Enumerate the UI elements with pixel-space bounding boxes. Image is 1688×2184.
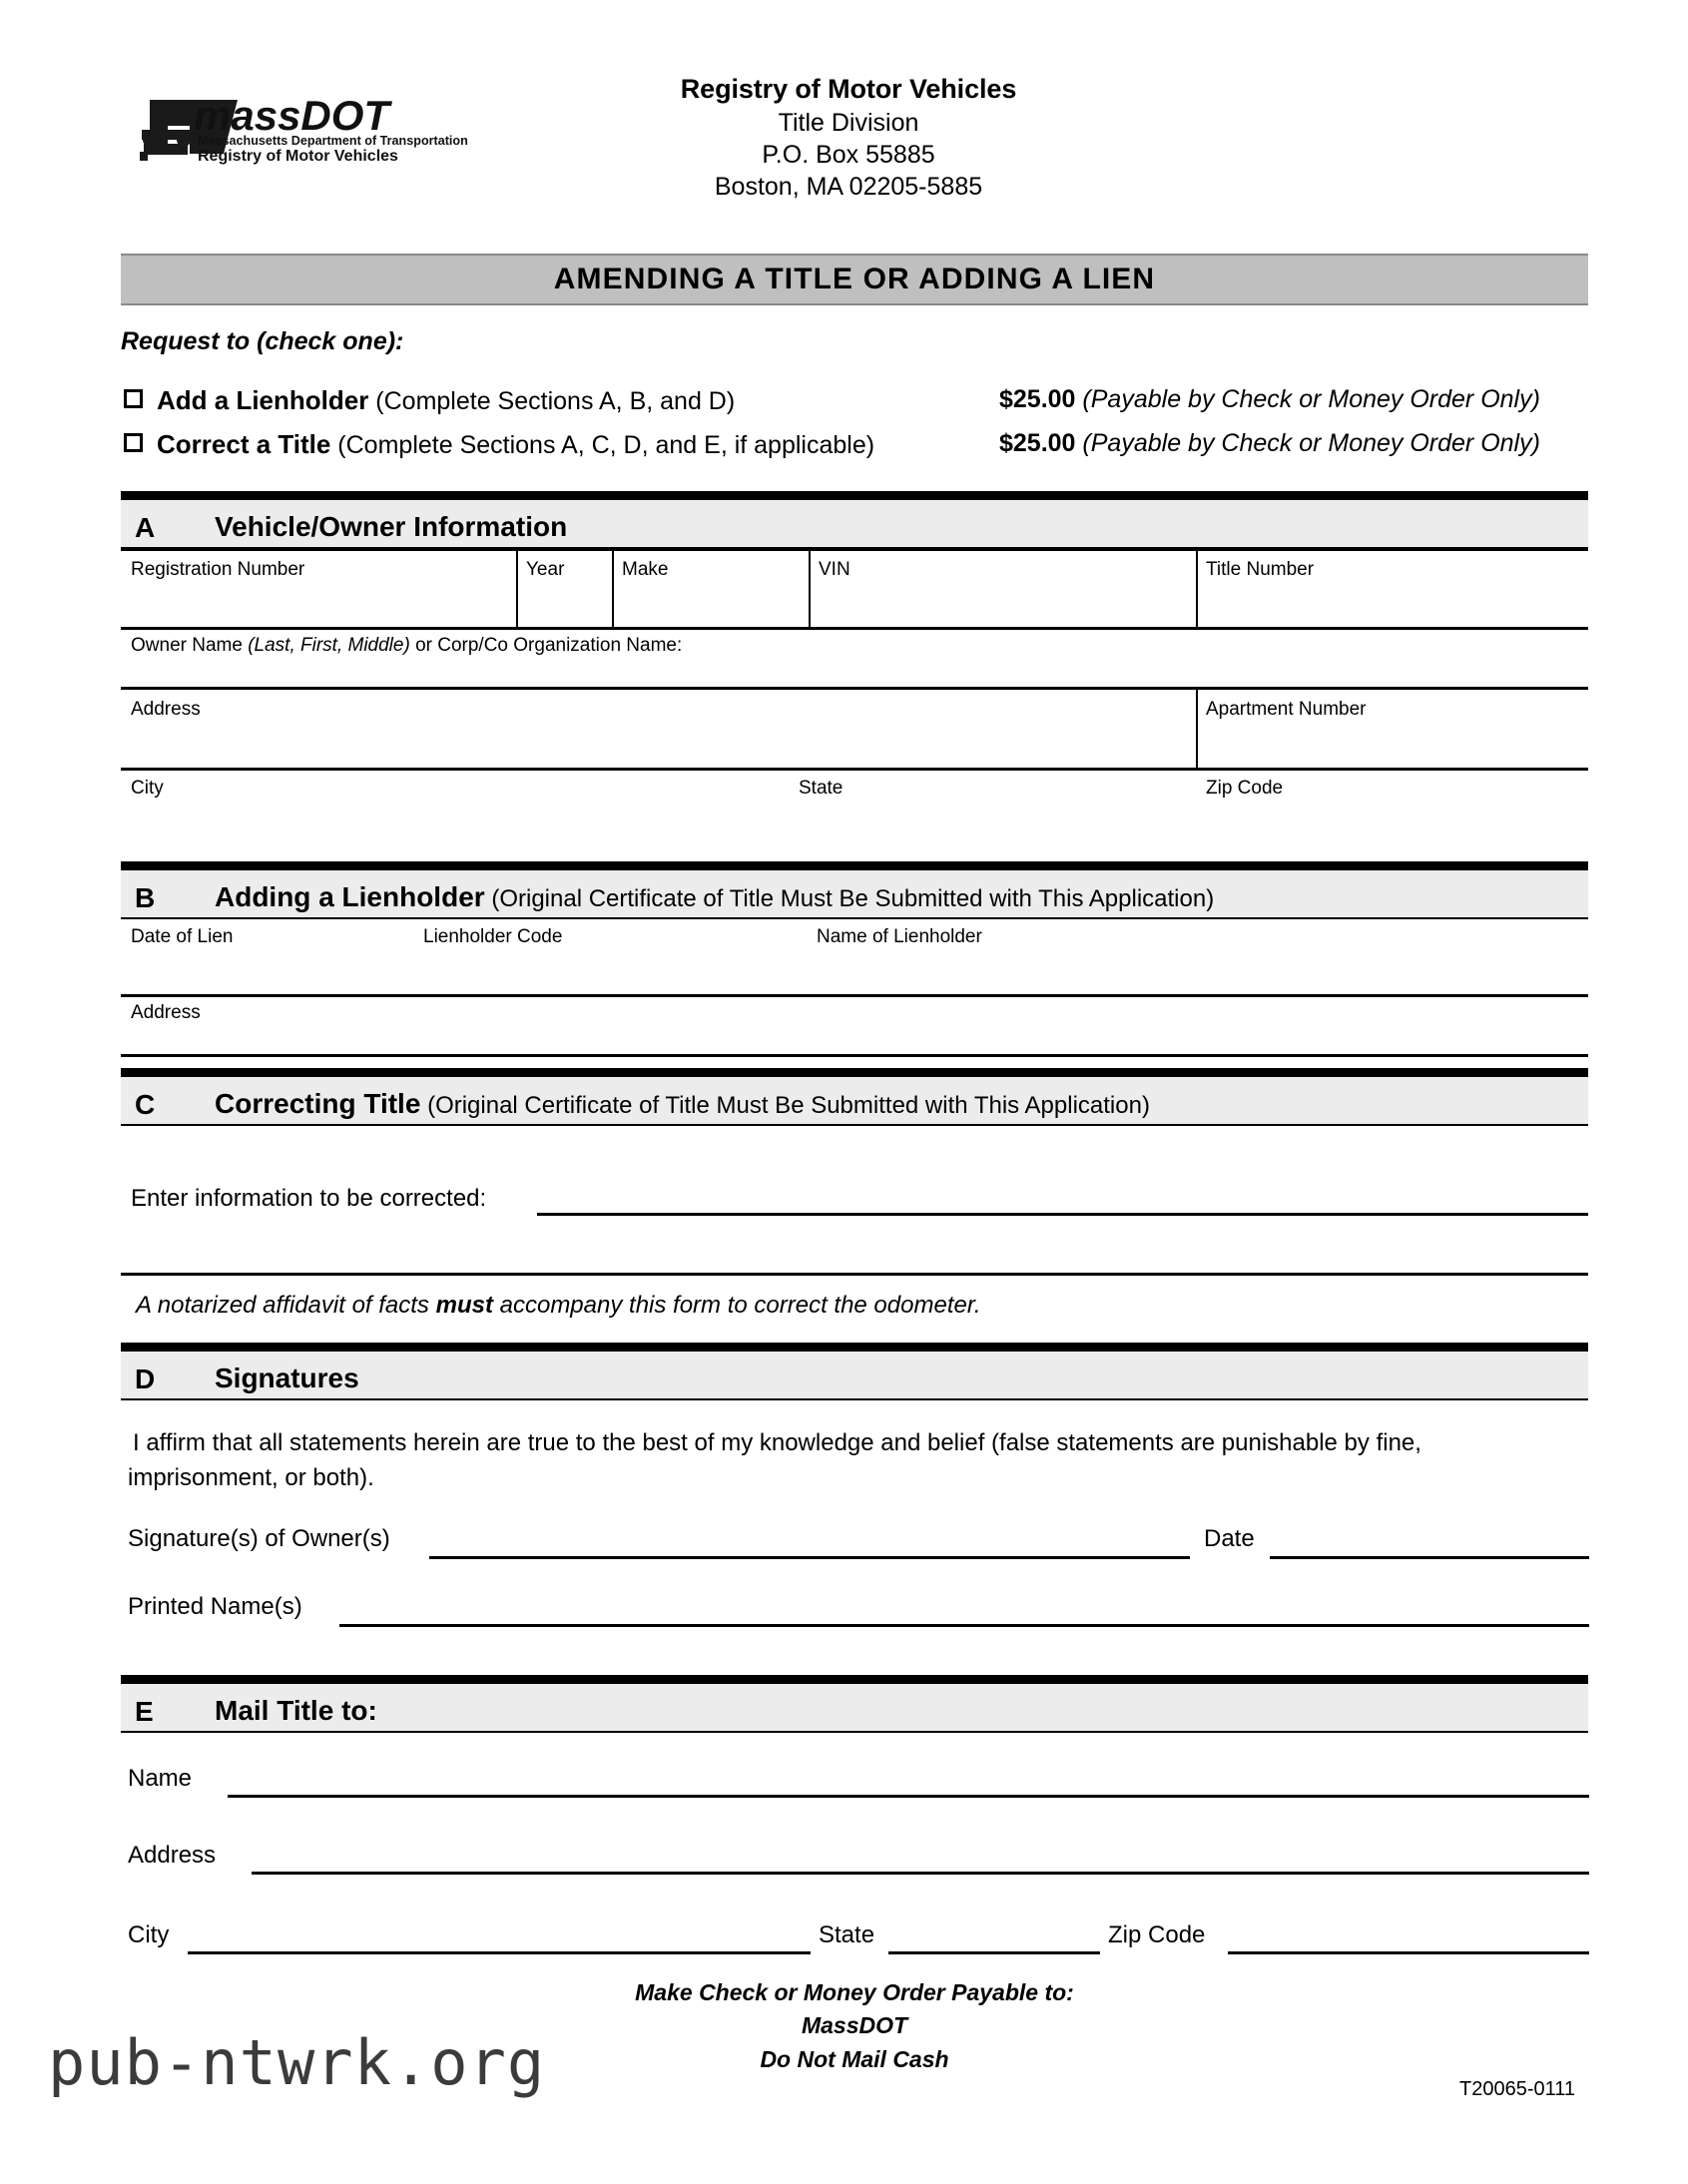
section-letter-b: B xyxy=(135,882,156,913)
payable-to-line: Make Check or Money Order Payable to: xyxy=(635,1979,1074,2005)
section-letter-c: C xyxy=(135,1089,156,1120)
affidavit-note xyxy=(136,1290,1573,1321)
request-option-correct-title[interactable] xyxy=(121,429,1588,463)
field-label-state-e: State xyxy=(819,1921,875,1948)
section-letter-e: E xyxy=(135,1696,154,1727)
field-label-address-b: Address xyxy=(131,1002,201,1023)
field-label-name-e: Name xyxy=(128,1765,193,1792)
owner-name-italic: (Last, First, Middle) xyxy=(248,635,410,656)
field-label-year: Year xyxy=(526,559,565,580)
section-title-b-sub: (Original Certificate of Title Must Be Submitted with This Application) xyxy=(484,885,1215,912)
field-label-signature: Signature(s) of Owner(s) xyxy=(128,1525,390,1552)
do-not-mail-cash: Do Not Mail Cash xyxy=(760,2045,949,2072)
section-header-d xyxy=(121,1343,1588,1400)
request-option-add-lienholder[interactable] xyxy=(121,385,1588,419)
enter-info-rule-1 xyxy=(537,1213,1588,1216)
lienholder-address-rule xyxy=(121,1054,1588,1057)
fee-correct-title xyxy=(999,429,1540,458)
svg-text:Registry of Motor Vehicles: Registry of Motor Vehicles xyxy=(198,148,398,165)
option-detail-add-lienholder: (Complete Sections A, B, and D) xyxy=(368,387,736,415)
checkbox-correct-title[interactable] xyxy=(124,433,143,452)
agency-division: Title Division xyxy=(778,108,919,137)
field-label-date: Date xyxy=(1204,1525,1255,1552)
field-label-state-a: State xyxy=(799,778,844,799)
field-label-apartment-number: Apartment Number xyxy=(1206,699,1367,720)
option-bold-add-lienholder: Add a Lienholder xyxy=(157,385,369,415)
field-label-address-a: Address xyxy=(131,699,201,720)
svg-text:massDOT: massDOT xyxy=(194,92,390,139)
agency-po-box: P.O. Box 55885 xyxy=(762,140,935,169)
section-letter-d: D xyxy=(135,1364,156,1394)
table-bottom-rule-a xyxy=(121,627,1588,630)
field-label-date-of-lien: Date of Lien xyxy=(131,926,234,947)
field-label-title-number: Title Number xyxy=(1206,559,1315,580)
section-title-b-main: Adding a Lienholder xyxy=(215,881,485,912)
agency-city-state-zip: Boston, MA 02205-5885 xyxy=(714,172,983,201)
enter-info-rule-2 xyxy=(121,1273,1588,1276)
affidavit-pre: A notarized affidavit of facts xyxy=(136,1292,436,1319)
address-bottom-rule-a xyxy=(121,768,1588,771)
field-label-enter-info: Enter information to be corrected: xyxy=(131,1185,487,1212)
checkbox-add-lienholder[interactable] xyxy=(124,389,143,408)
field-label-zip-code-a: Zip Code xyxy=(1206,778,1284,799)
section-title-e: Mail Title to: xyxy=(215,1695,377,1726)
section-header-c xyxy=(121,1068,1588,1126)
section-title-b xyxy=(215,881,1214,913)
lienholder-row-rule xyxy=(121,994,1588,997)
field-label-vin: VIN xyxy=(819,559,850,580)
section-title-c-sub: (Original Certificate of Title Must Be Submitted with This Application) xyxy=(420,1092,1150,1119)
field-label-city-a: City xyxy=(131,778,164,799)
form-title: AMENDING A TITLE OR ADDING A LIEN xyxy=(553,263,1156,295)
document-header xyxy=(0,72,1688,242)
field-label-city-e: City xyxy=(128,1921,170,1948)
watermark-text: pub-ntwrk.org xyxy=(48,2026,546,2099)
section-header-a xyxy=(121,491,1588,549)
address-rule-e xyxy=(252,1872,1589,1875)
table-divider-year xyxy=(516,549,518,630)
svg-text:Massachusetts Department of Tr: Massachusetts Department of Transportation xyxy=(198,134,468,148)
date-rule xyxy=(1270,1556,1589,1559)
payable-to-entity: MassDOT xyxy=(801,2012,908,2039)
table-divider-title-number xyxy=(1196,549,1198,630)
option-label-correct-title xyxy=(157,429,874,460)
owner-name-suffix: or Corp/Co Organization Name: xyxy=(409,635,683,656)
section-title-c-main: Correcting Title xyxy=(215,1088,421,1119)
form-title-banner xyxy=(121,254,1588,305)
fee-amount-correct-title: $25.00 xyxy=(999,429,1076,457)
section-letter-a: A xyxy=(135,512,156,543)
field-label-lienholder-code: Lienholder Code xyxy=(423,926,563,947)
affidavit-bold: must xyxy=(435,1292,493,1319)
fee-add-lienholder xyxy=(999,385,1540,414)
signature-rule xyxy=(429,1556,1190,1559)
address-apt-divider xyxy=(1196,689,1198,769)
table-divider-make xyxy=(612,549,614,630)
section-title-d: Signatures xyxy=(215,1363,359,1393)
fee-note-correct-title: (Payable by Check or Money Order Only) xyxy=(1082,429,1540,457)
massdot-logo xyxy=(128,82,487,170)
zip-code-rule-e xyxy=(1228,1951,1589,1954)
agency-address-block xyxy=(559,72,1138,203)
affidavit-post: accompany this form to correct the odometer. xyxy=(492,1292,981,1319)
section-header-e xyxy=(121,1675,1588,1733)
option-label-add-lienholder xyxy=(157,385,735,416)
printed-name-rule xyxy=(339,1624,1589,1627)
affirmation-line-1: I affirm that all statements herein are true to the best of my knowledge and belief (false statements are punishable by fine, xyxy=(133,1429,1421,1456)
agency-title: Registry of Motor Vehicles xyxy=(680,74,1017,104)
form-number: T20065-0111 xyxy=(1459,2078,1576,2100)
field-label-zip-code-e: Zip Code xyxy=(1108,1921,1206,1948)
field-label-printed-name: Printed Name(s) xyxy=(128,1593,302,1620)
table-top-rule-a xyxy=(121,549,1588,551)
option-detail-correct-title: (Complete Sections A, C, D, and E, if applicable) xyxy=(330,431,875,459)
affirmation-line-2: imprisonment, or both). xyxy=(128,1464,374,1491)
field-label-make: Make xyxy=(622,559,669,580)
field-label-address-e: Address xyxy=(128,1842,217,1869)
option-bold-correct-title: Correct a Title xyxy=(157,429,331,459)
owner-name-prefix: Owner Name xyxy=(131,635,249,656)
state-rule-e xyxy=(888,1951,1100,1954)
field-label-owner-name xyxy=(131,635,682,657)
table-divider-vin xyxy=(809,549,811,630)
section-title-a: Vehicle/Owner Information xyxy=(215,511,568,542)
city-rule-e xyxy=(188,1951,811,1954)
fee-amount-add-lienholder: $25.00 xyxy=(999,385,1076,413)
field-label-registration-number: Registration Number xyxy=(131,559,305,580)
section-header-b xyxy=(121,861,1588,919)
massdot-logo-icon xyxy=(128,82,487,170)
fee-note-add-lienholder: (Payable by Check or Money Order Only) xyxy=(1082,385,1540,413)
section-title-c xyxy=(215,1088,1150,1120)
name-rule-e xyxy=(228,1795,1589,1798)
owner-name-rule xyxy=(121,687,1588,690)
request-instruction: Request to (check one): xyxy=(121,327,404,355)
field-label-name-of-lienholder: Name of Lienholder xyxy=(817,926,982,947)
